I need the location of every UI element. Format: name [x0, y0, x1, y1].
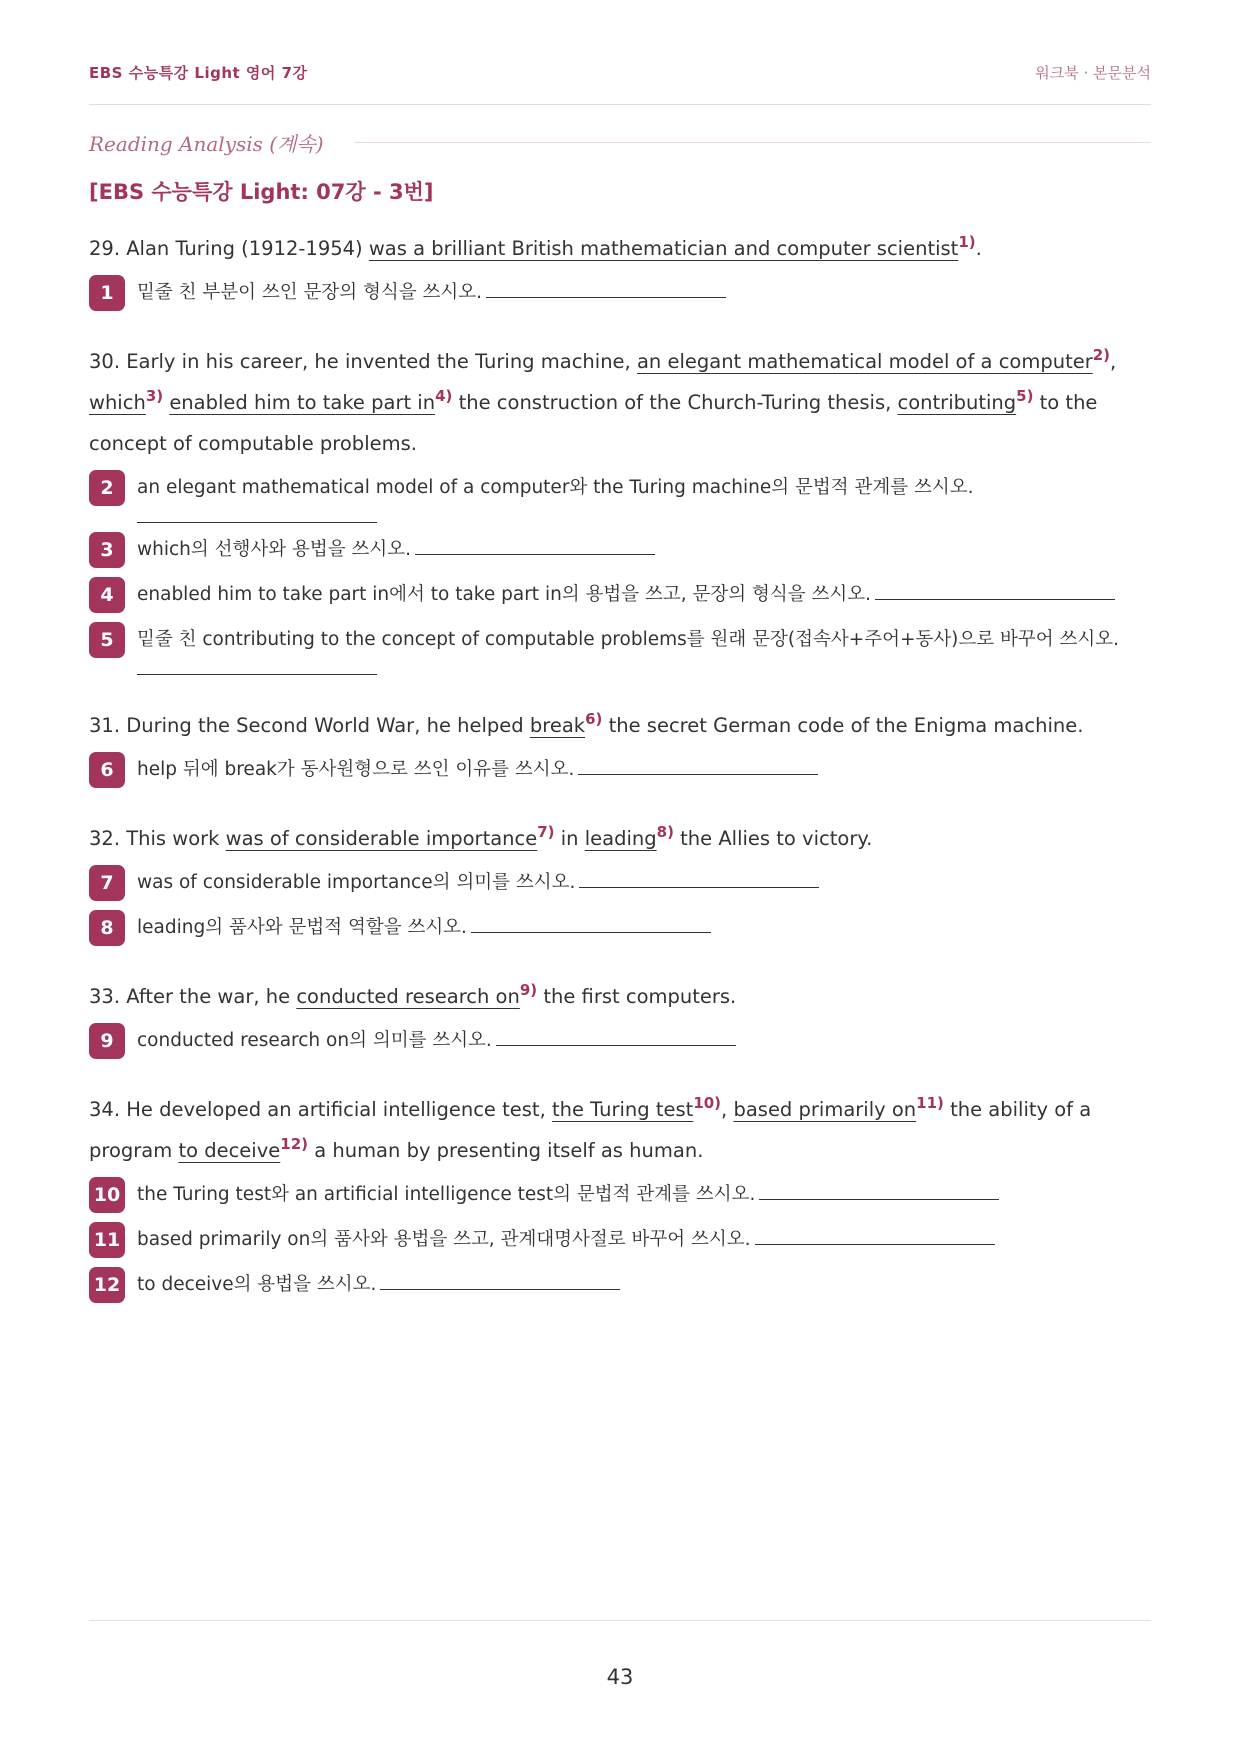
- underlined-phrase: leading: [584, 827, 657, 850]
- task-number: 7: [89, 865, 125, 901]
- question-title: [EBS 수능특강 Light: 07강 - 3번]: [89, 180, 434, 204]
- task-number: 3: [89, 532, 125, 568]
- marker: 10): [693, 1094, 722, 1112]
- marker: 3): [145, 387, 164, 405]
- task-number: 5: [89, 622, 125, 658]
- section-title-rule: [354, 142, 1151, 143]
- header-book-title: EBS 수능특강 Light 영어 7강: [89, 64, 308, 82]
- answer-blank[interactable]: [579, 865, 819, 888]
- task-number: 1: [89, 275, 125, 311]
- task-item: [89, 532, 1151, 568]
- underlined-phrase: enabled him to take part in: [169, 391, 436, 414]
- answer-blank[interactable]: [578, 752, 818, 775]
- underlined-phrase: break: [529, 714, 586, 737]
- sentence-29: 29. Alan Turing (1912-1954) was a brilliant British mathematician and computer scientist$^{1)}$.: [89, 233, 982, 260]
- marker: 2): [1092, 346, 1111, 364]
- underlined-phrase: conducted research on: [296, 985, 520, 1008]
- task-item: [89, 275, 1151, 311]
- task-number: 11: [89, 1222, 125, 1258]
- task-text: enabled him to take part in에서 to take part in의 용법을 쓰고, 문장의 형식을 쓰시오.: [137, 584, 872, 605]
- answer-blank[interactable]: [759, 1177, 999, 1200]
- marker: 8): [656, 823, 674, 841]
- marker: 7): [537, 823, 555, 841]
- sentence-32: 32. This work was of considerable importance$^{7)}$ in leading$^{8)}$ the Allies to victory.: [89, 823, 873, 850]
- page-number: 43: [606, 1665, 634, 1689]
- sentence-33: 33. After the war, he conducted research $on^{9)}$ the first computers.: [89, 981, 737, 1008]
- answer-blank[interactable]: [486, 275, 726, 298]
- answer-blank[interactable]: [755, 1222, 995, 1245]
- answer-blank[interactable]: [496, 1023, 736, 1046]
- marker: 4): [435, 387, 453, 405]
- task-item: [89, 865, 1151, 901]
- marker: 9): [519, 981, 538, 999]
- task-text: help 뒤에 break가 동사원형으로 쓰인 이유를 쓰시오.: [137, 759, 575, 780]
- header-section-label: 워크북 · 본문분석: [1035, 64, 1151, 82]
- underlined-phrase: the Turing test: [551, 1098, 694, 1121]
- task-item: [89, 622, 1151, 675]
- task-number: 6: [89, 752, 125, 788]
- section-title-text: Reading Analysis (계속): [89, 132, 324, 156]
- task-text: was of considerable importance의 의미를 쓰시오.: [137, 872, 576, 893]
- task-text: which의 선행사와 용법을 쓰시오.: [137, 539, 411, 560]
- sentence-group-29: [89, 228, 1151, 311]
- task-item: [89, 1267, 1151, 1303]
- task-text: based primarily on의 품사와 용법을 쓰고, 관계대명사절로 바꾸어 쓰시오.: [137, 1229, 751, 1250]
- task-item: [89, 1023, 1151, 1059]
- task-number: 4: [89, 577, 125, 613]
- section-title: [89, 128, 1151, 157]
- underlined-phrase: based primarily on: [733, 1098, 917, 1121]
- task-number: 9: [89, 1023, 125, 1059]
- marker: 1): [958, 233, 976, 251]
- task-text: leading의 품사와 문법적 역할을 쓰시오.: [137, 917, 467, 938]
- task-item: [89, 910, 1151, 946]
- sentence-group-30: [89, 341, 1151, 675]
- task-text: to deceive의 용법을 쓰시오.: [137, 1274, 377, 1295]
- answer-blank[interactable]: [415, 532, 655, 555]
- underlined-phrase: contributing: [897, 391, 1017, 414]
- task-text: conducted research on의 의미를 쓰시오.: [137, 1030, 492, 1051]
- underlined-phrase: to deceive: [178, 1139, 281, 1162]
- marker: 5): [1016, 387, 1034, 405]
- main-content: [89, 176, 1151, 1333]
- task-number: 10: [89, 1177, 125, 1213]
- answer-blank[interactable]: [380, 1267, 620, 1290]
- task-text: 밑줄 친 부분이 쓰인 문장의 형식을 쓰시오.: [137, 282, 482, 303]
- sentence-31: 31. During the Second World War, he helped break$^{6)}$ the secret German code of the Enigma machine.: [89, 710, 1084, 737]
- answer-blank[interactable]: [471, 910, 711, 933]
- task-number: 2: [89, 470, 125, 506]
- task-number: 12: [89, 1267, 125, 1303]
- sentence-group-33: [89, 976, 1151, 1059]
- task-text: 밑줄 친 contributing to the concept of computable problems를 원래 문장(접속사+주어+동사)으로 바꾸어 쓰시오.: [137, 629, 1120, 650]
- underlined-phrase: which: [89, 391, 146, 414]
- sentence-group-32: [89, 818, 1151, 946]
- task-text: the Turing test와 an artificial intelligence test의 문법적 관계를 쓰시오.: [137, 1184, 756, 1205]
- answer-blank[interactable]: [875, 577, 1115, 600]
- sentence-34: 34. He developed an artificial intelligence test, the Turing test$^{10)}$, based primarily $on^{11)}$ the ability of a program to deceive$^{12)}$ a human by presenting itself as human.: [89, 1094, 1092, 1162]
- answer-blank[interactable]: [137, 660, 377, 675]
- sentence-30: 30. Early in his career, he invented the Turing machine, an elegant mathematical model of a computer$^{2)}$, which$^{3)}$ enabled him to take part $in^{4)}$ the construction of the Church-Turing thesis, contributing$^{5)}$ to the concept of computable problems.: [89, 346, 1117, 455]
- marker: 6): [585, 710, 603, 728]
- answer-blank[interactable]: [137, 508, 377, 523]
- page-header: [89, 62, 1151, 105]
- task-item: [89, 1222, 1151, 1258]
- task-item: [89, 577, 1151, 613]
- task-item: [89, 752, 1151, 788]
- task-item: [89, 470, 1151, 523]
- marker: 12): [280, 1135, 308, 1153]
- underlined-phrase: was of considerable importance: [225, 827, 538, 850]
- sentence-group-34: [89, 1089, 1151, 1303]
- task-text: an elegant mathematical model of a computer와 the Turing machine의 문법적 관계를 쓰시오.: [137, 477, 974, 498]
- underlined-phrase: was a brilliant British mathematician and computer scientist: [368, 237, 959, 260]
- marker: 11): [916, 1094, 944, 1112]
- sentence-group-31: [89, 705, 1151, 788]
- footer-divider: [89, 1620, 1151, 1621]
- task-number: 8: [89, 910, 125, 946]
- task-item: [89, 1177, 1151, 1213]
- underlined-phrase: an elegant mathematical model of a computer: [636, 350, 1093, 373]
